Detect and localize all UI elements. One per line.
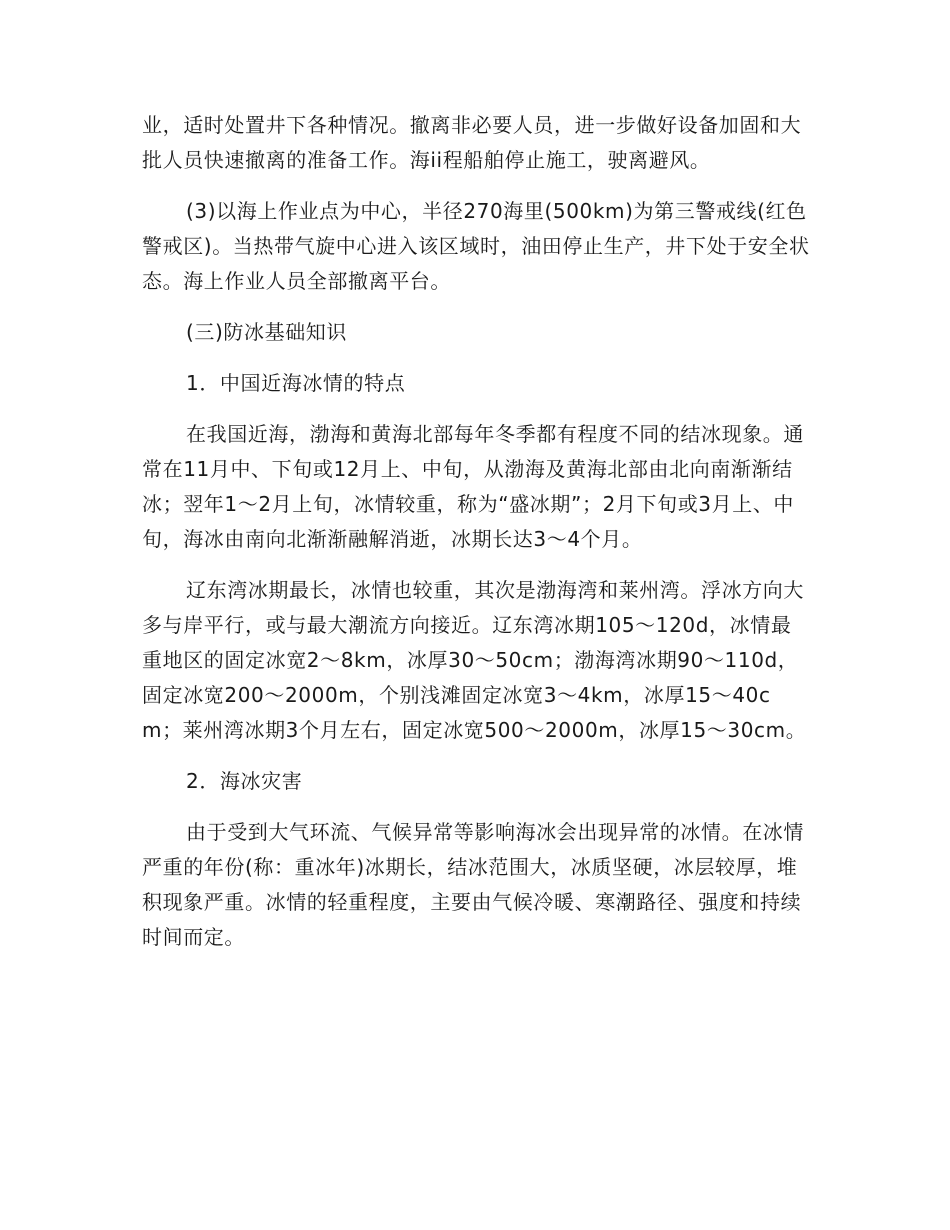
paragraph-ice-disaster: 由于受到大气环流、气候异常等影响海冰会出现异常的冰情。在冰情严重的年份(称：重冰年)冰期长，结冰范围大，冰质坚硬，冰层较厚，堆积现象严重。冰情的轻重程度，主要由气候冷暖、寒潮路径、强度和持续时间而定。 bbox=[142, 820, 804, 949]
subheading-ice-characteristics: 1．中国近海冰情的特点 bbox=[186, 371, 406, 395]
paragraph-continuation: 业，适时处置井下各种情况。撤离非必要人员，进一步做好设备加固和大批人员快速撤离的准备工作。海ii程船舶停止施工，驶离避风。 bbox=[142, 113, 802, 172]
paragraph-third-warning-line: (3)以海上作业点为中心，半径270海里(500km)为第三警戒线(红色警戒区)。当热带气旋中心进入该区域时，油田停止生产，井下处于安全状态。海上作业人员全部撤离平台。 bbox=[142, 199, 810, 293]
paragraph-bay-ice-conditions: 辽东湾冰期最长，冰情也较重，其次是渤海湾和莱州湾。浮冰方向大多与岸平行，或与最大潮流方向接近。辽东湾冰期105～120d，冰情最重地区的固定冰宽2～8km，冰厚30～50cm；渤海湾冰期90～110d，固定冰宽200～2000m，个别浅滩固定冰宽3～4km，冰厚15～40cm；莱州湾冰期3个月左右，固定冰宽500～2000m，冰厚15～30cm。 bbox=[142, 578, 807, 742]
paragraph-ice-season: 在我国近海，渤海和黄海北部每年冬季都有程度不同的结冰现象。通常在11月中、下旬或12月上、中旬，从渤海及黄海北部由北向南渐渐结冰；翌年1～2月上旬，冰情较重，称为“盛冰期”；2月下旬或3月上、中旬，海冰由南向北渐渐融解消逝，冰期长达3～4个月。 bbox=[142, 422, 804, 551]
section-heading-ice-basics: (三)防冰基础知识 bbox=[186, 320, 348, 344]
document-body bbox=[142, 108, 810, 955]
subheading-ice-disaster: 2．海冰灾害 bbox=[186, 769, 303, 793]
